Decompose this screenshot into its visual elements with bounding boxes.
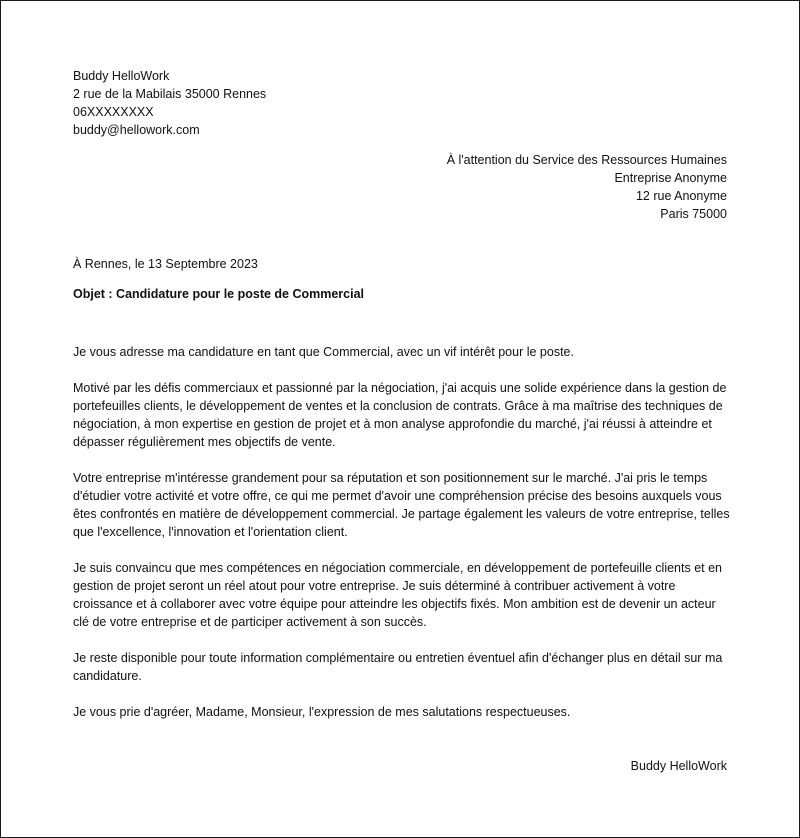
recipient-street: 12 rue Anonyme: [635, 189, 727, 203]
body-paragraph: Je vous prie d'agréer, Madame, Monsieur, l'expression de mes salutations respectueuses.: [73, 705, 571, 719]
sender-address: 2 rue de la Mabilais 35000 Rennes: [73, 87, 267, 101]
body-paragraph: Je suis convaincu que mes compétences en négociation commerciale, en développement de portefeuille clients et en gestion de projet seront un réel atout pour votre entreprise. Je suis déterminé à contribuer activement à votre croissance et à collaborer avec votre équipe pour atteindre les objectifs fixés. Mon ambition est de devenir un acteur clé de votre entreprise et de participer activement à son succès.: [73, 561, 722, 629]
recipient-city: Paris 75000: [660, 207, 727, 221]
recipient-company: Entreprise Anonyme: [614, 171, 727, 185]
sender-name: Buddy HelloWork: [73, 69, 170, 83]
sender-block: [73, 67, 266, 139]
body-paragraph: Motivé par les défis commerciaux et passionné par la négociation, j'ai acquis une solide expérience dans la gestion de portefeuilles clients, le développement de ventes et la conclusion de contrats. Grâce à ma maîtrise des techniques de négociation, à mon expertise en gestion de projet et à mon analyse approfondie du marché, j'ai réussi à atteindre et dépasser régulièrement mes objectifs de vente.: [73, 381, 727, 449]
body-paragraph: Je vous adresse ma candidature en tant que Commercial, avec un vif intérêt pour le poste.: [73, 345, 574, 359]
letter-subject: Objet : Candidature pour le poste de Commercial: [73, 287, 365, 301]
place-date: À Rennes, le 13 Septembre 2023: [73, 257, 258, 271]
recipient-attention: À l'attention du Service des Ressources Humaines: [446, 153, 727, 167]
recipient-block: [447, 151, 727, 223]
letter-body: [73, 343, 733, 739]
sender-phone: 06XXXXXXXX: [73, 105, 154, 119]
signature: Buddy HelloWork: [630, 759, 727, 773]
sender-email: buddy@hellowork.com: [73, 123, 200, 137]
body-paragraph: Je reste disponible pour toute information complémentaire ou entretien éventuel afin d'échanger plus en détail sur ma candidature.: [73, 651, 723, 683]
body-paragraph: Votre entreprise m'intéresse grandement pour sa réputation et son positionnement sur le marché. J'ai pris le temps d'étudier votre activité et votre offre, ce qui me permet d'avoir une compréhension précise des besoins auxquels vous êtes confrontés en matière de développement commercial. Je partage également les valeurs de votre entreprise, telles que l'excellence, l'innovation et l'orientation client.: [73, 471, 730, 539]
